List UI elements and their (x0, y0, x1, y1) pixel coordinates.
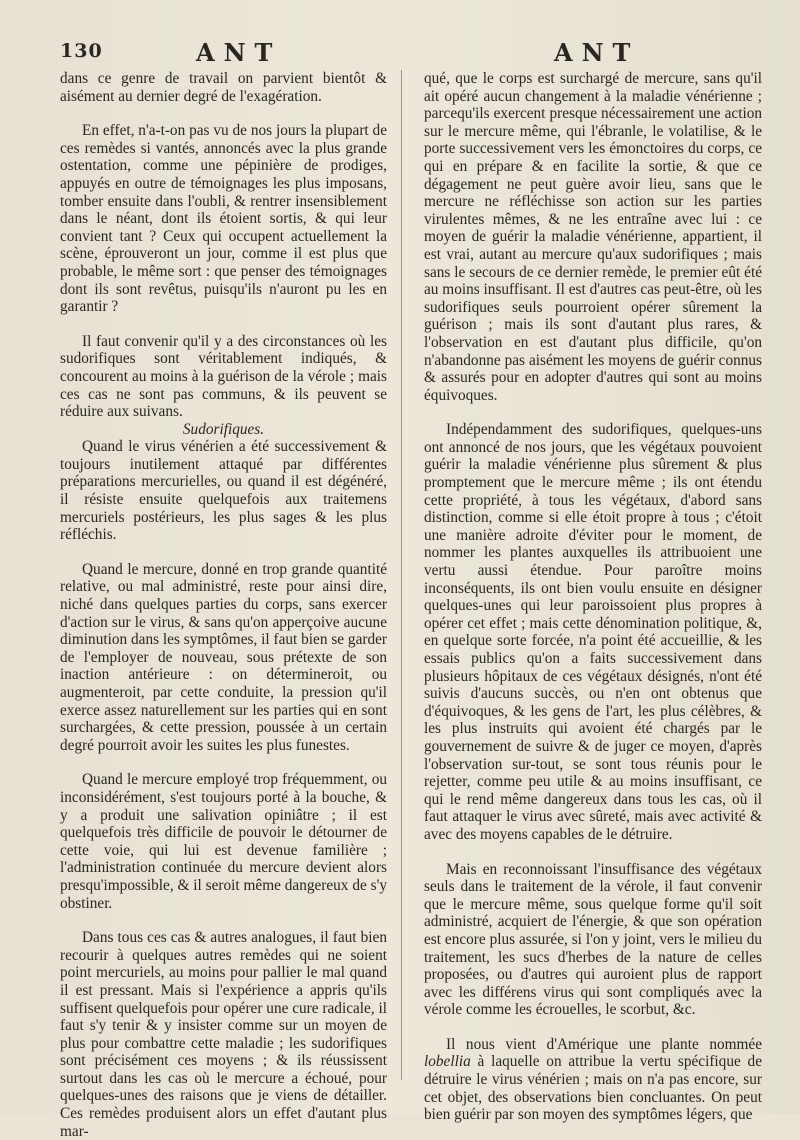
paragraph: En effet, n'a-t-on pas vu de nos jours la plupart de ces remèdes si vantés, annoncés avec la plus grande ostentation, comme une pépinière de prodiges, appuyés en outre de témoignages les plus imposans, tomber ensuite dans l'oubli, & rentrer insensiblement dans le néant, dont ils étoient sortis, & qui leur convient tant ? Ceux qui occupent actuellement la scène, éprouveront un jour, comme il est plus que probable, le même sort : que penser des témoignages dont ils sont revêtus, puisqu'ils n'auront pu les en garantir ? (60, 122, 387, 316)
paragraph (424, 1036, 762, 1124)
section-heading: Sudorifiques. (182, 420, 265, 438)
page-number: 130 (60, 40, 103, 62)
text-run: à laquelle on attribue la vertu spécifique de détruire le virus vénérien ; mais on n'a pas encore, sur cet objet, des observations bien concluantes. On peut bien guérir par son moyen des symptômes légers, que (424, 1053, 762, 1124)
paragraph: dans ce genre de travail on parvient bientôt & aisément au dernier degré de l'exagération. (60, 70, 387, 105)
paragraph: Mais en reconnoissant l'insuffisance des végétaux seuls dans le traitement de la vérole, il faut convenir que le mercure même, sous quelque forme qu'il soit administré, acquiert de l'énergie, & que son opération est encore plus assurée, si l'on y joint, vers le milieu du traitement, les sucs d'herbes de la nature de celles proposées, ou d'autres qui auroient plus de rapport avec les différens virus qui sont compliqués avec la vérole comme les écrouelles, le scorbut, &c. (424, 860, 762, 1019)
paragraph: Dans tous ces cas & autres analogues, il faut bien recourir à quelques autres remèdes qui ne soient point mercuriels, au moins pour pallier le mal quand il est pressant. Mais si l'expérience a appris qu'ils suffisent quelquefois pour opérer une cure radicale, il faut s'y tenir & y insister comme sur un moyen de plus pour combattre cette maladie ; les sudorifiques sont précisément ces moyens ; & ils réussissent surtout dans les cas où le mercure a échoué, pour quelques-unes des raisons que je viens de détailler. Ces remèdes produisent alors un effet d'autant plus mar- (60, 929, 387, 1140)
column-divider (401, 70, 402, 1080)
left-column (60, 70, 387, 1140)
paragraph: Indépendamment des sudorifiques, quelques-uns ont annoncé de nos jours, que les végétaux pouvoient guérir la maladie vénérienne plus sûrement & plus promptement que le mercure même ; ils ont étendu cette propriété, à tous les végétaux, d'abord sans distinction, comme si elle étoit propre à tous ; c'étoit une manière adroite d'éviter pour le moment, de nommer les plantes auxquelles ils attribuoient une vertu aussi étendue. Pour paroître moins inconséquents, ils ont bien voulu ensuite en désigner quelques-unes qui leur paroissoient plus propres à opérer cet effet ; mais cette dénomination politique, &, en quelque sorte forcée, n'a point été accueillie, & les essais publics qu'on a faits successivement dans plusieurs hôpitaux de ces végétaux désignés, n'ont été suivis d'aucuns succès, ou n'en ont obtenus que d'équivoques, & les gens de l'art, les plus célèbres, & les plus instruits qui avoient été chargés par le gouvernement de suivre & de juger ce moyen, d'après l'observation sur-tout, se sont tous réunis pour le rejetter, comme peu utile & au moins insuffisant, ce qui le rend même dangereux dans tous les cas, où il faut attaquer le virus avec sûreté, mais avec activité & avec des moyens capables de le détruire. (424, 421, 762, 843)
plant-name: lobellia (424, 1053, 471, 1071)
page-header (0, 38, 800, 66)
paragraph: qué, que le corps est surchargé de mercure, sans qu'il ait opéré aucun changement à la maladie vénérienne ; parcequ'ils exercent presque nécessairement une action sur le mercure même, qui l'ébranle, le volatilise, & le porte successivement vers les émonctoires du corps, ce qui en prépare & en facilite la sortie, & que ce dégagement ne peut guère avoir lieu, sans que le mercure ne réfléchisse son action sur les parties virulentes mêmes, & ne les entraîne avec lui : ce moyen de guérir la maladie vénérienne, appartient, il est vrai, autant au mercure qu'aux sudorifiques ; mais sans le secours de ce dernier remède, le premier eût été au moins insuffisant. Il est d'autres cas peut-être, où les sudorifiques seuls pourroient opérer sûrement la guérison ; mais ils sont d'autant plus rares, & l'observation en est d'autant plus difficile, qu'on n'abandonne pas aisément les moyens de guérir connus & assurés pour en adopter d'autres qui sont au moins équivoques. (424, 70, 762, 404)
paragraph: Quand le mercure employé trop fréquemment, ou inconsidérément, s'est toujours porté à la bouche, & y a produit une salivation opiniâtre ; il est quelquefois très difficile de pouvoir le détourner de cette voie, qui lui est devenue familière ; l'administration continuée du mercure devient alors presqu'impossible, & il seroit même dangereux de s'y obstiner. (60, 771, 387, 912)
paragraph: Il faut convenir qu'il y a des circonstances où les sudorifiques sont véritablement indiqués, & concourent au moins à la guérison de la vérole ; mais ces cas ne sont pas communs, & ils peuvent se réduire aux suivans. (60, 332, 387, 421)
running-head-left: ANT (196, 38, 282, 67)
paragraph: Quand le mercure, donné en trop grande quantité relative, ou mal administré, reste pour ainsi dire, niché dans quelques parties du corps, sans exercer d'action sur le virus, & sans qu'on apperçoive aucune diminution dans les symptômes, il faut bien se garder de l'employer de nouveau, sous prétexte de son inaction antérieure : on détermineroit, ou augmenteroit, par cette conduite, la pression qu'il exerce assez naturellement sur les parties qui en sont surchargées, & cette pression, poussée à un certain degré pourroit avoir les suites les plus funestes. (60, 560, 387, 754)
right-column (424, 70, 762, 1124)
paragraph: Quand le virus vénérien a été successivement & toujours inutilement attaqué par différentes préparations mercurielles, ou quand il est dégénéré, il résiste ensuite quelquefois aux traitemens mercuriels postérieurs, les plus sages & les plus réfléchis. (60, 438, 387, 544)
running-head-right: ANT (554, 38, 640, 67)
text-run: Il nous vient d'Amérique une plante nommée (446, 1035, 762, 1053)
